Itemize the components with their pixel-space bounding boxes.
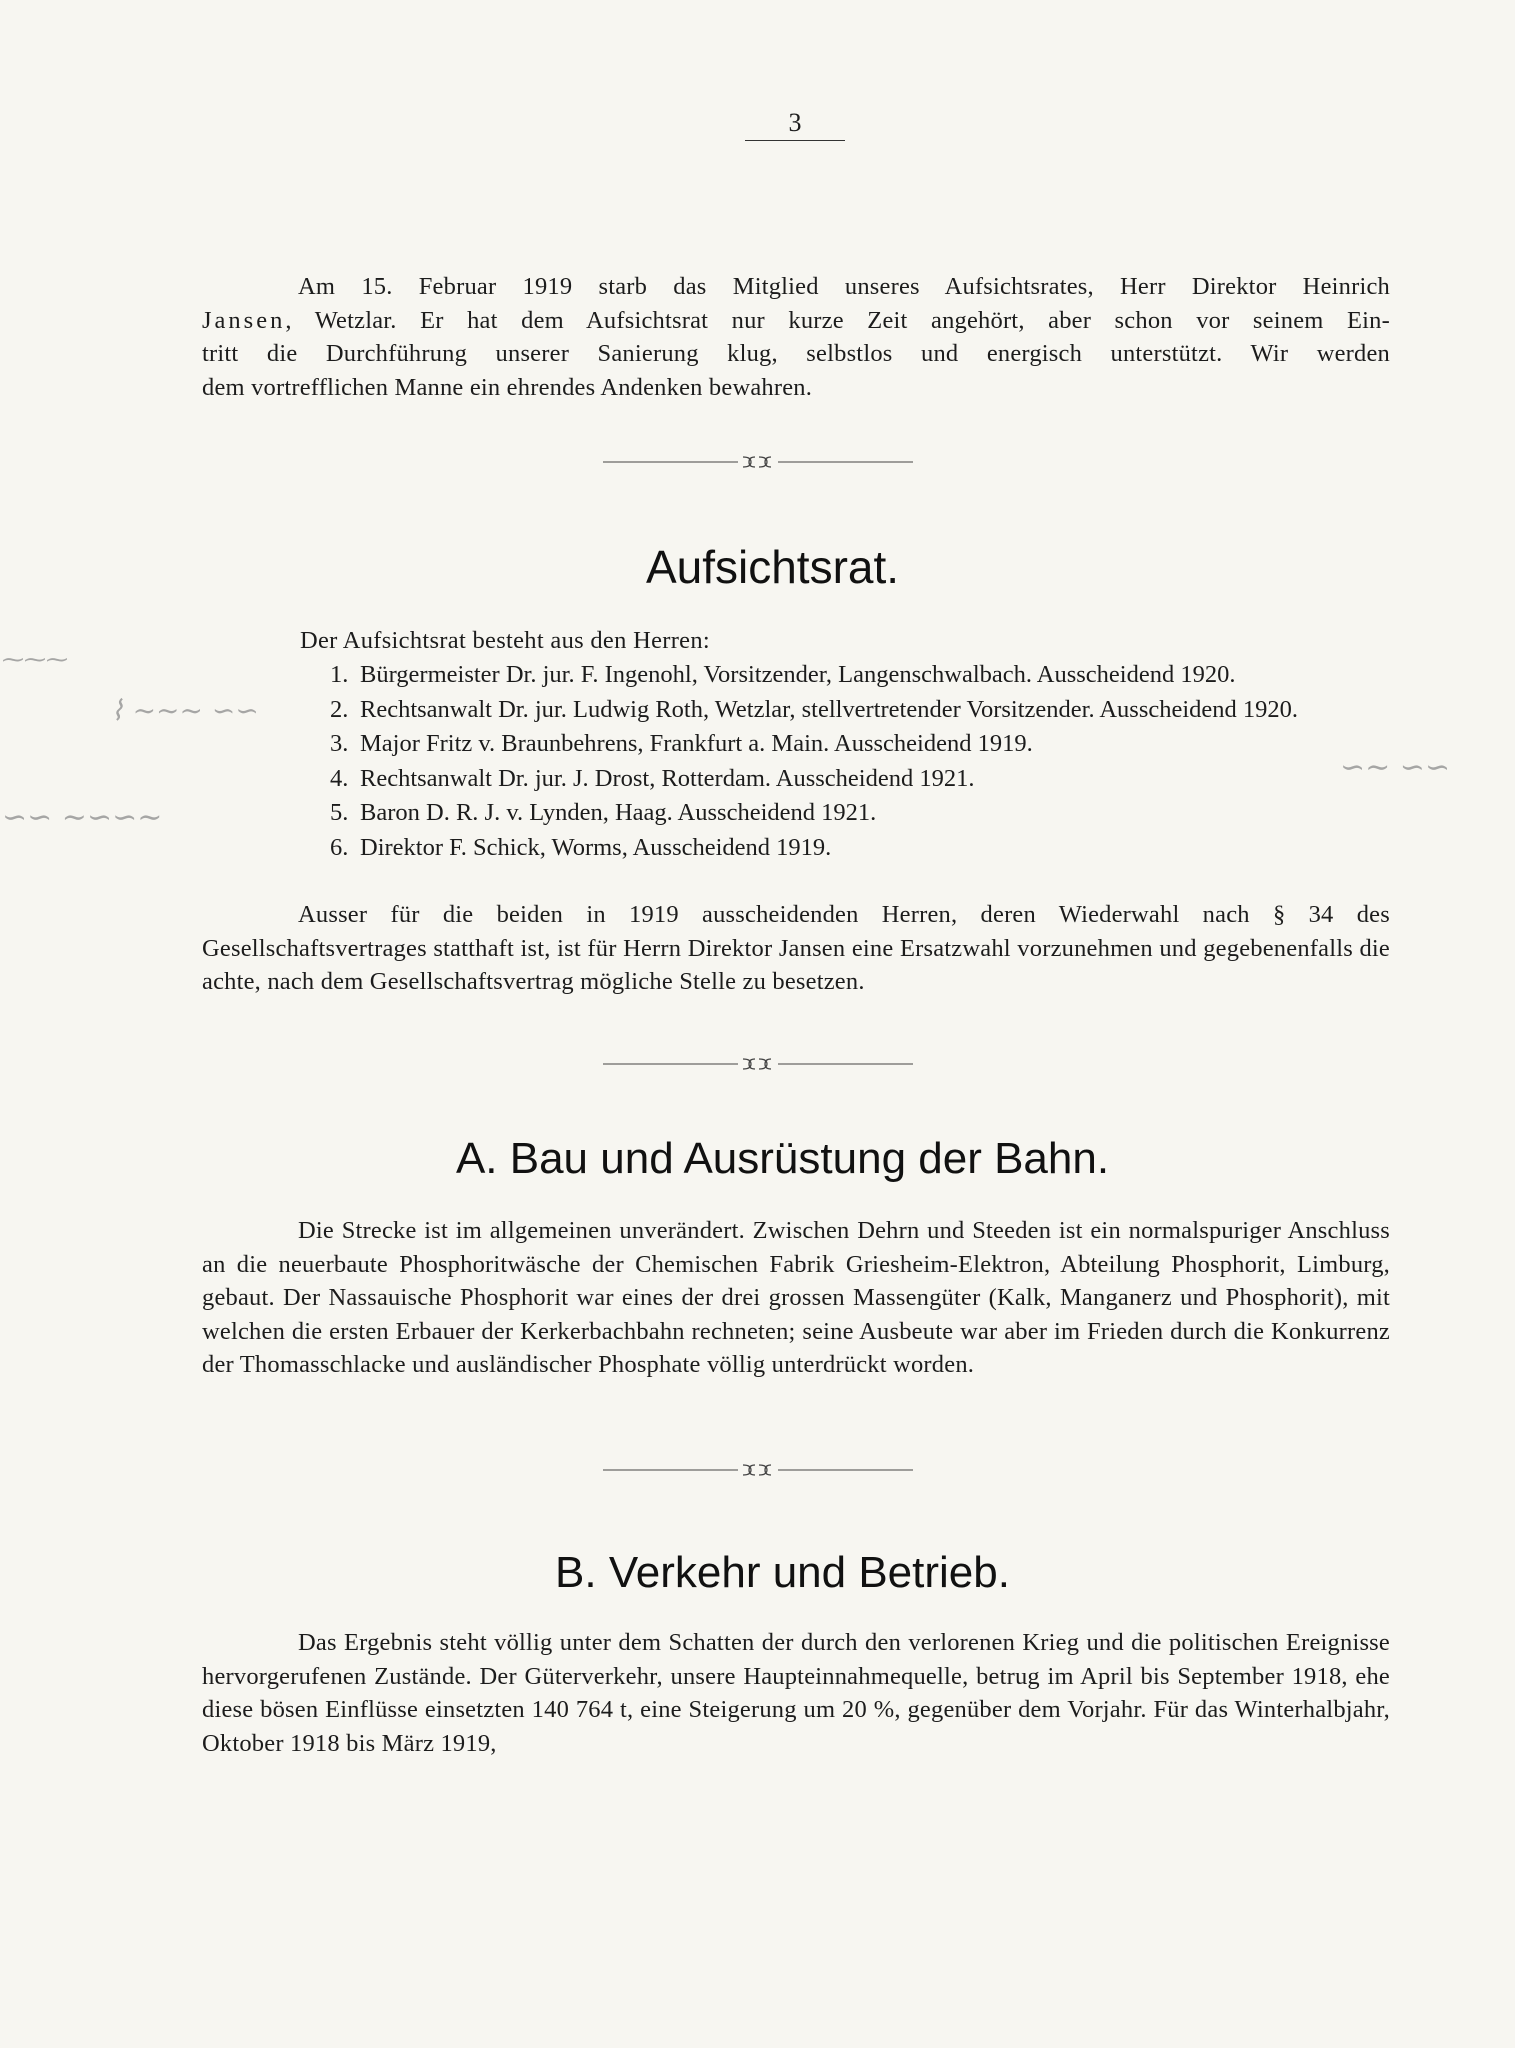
ornament-divider-icon: [603, 452, 913, 472]
handwritten-annotation: ∽∽ ∼∽∽∼: [2, 800, 163, 835]
section-divider-1: [0, 452, 1515, 472]
obituary-line-4: dem vortrefflichen Manne ein ehrendes Andenken bewahren.: [202, 373, 813, 401]
obituary-name: Jansen: [202, 306, 286, 334]
board-member-4: 4. Rechtsanwalt Dr. jur. J. Drost, Rotterdam. Ausscheidend 1921.: [330, 764, 975, 792]
section-divider-3: [0, 1460, 1515, 1480]
board-member-list: [330, 658, 1398, 865]
obituary-line-2: [202, 304, 1390, 338]
ornament-divider-icon: [603, 1460, 913, 1480]
board-member-3: 3. Major Fritz v. Braunbehrens, Frankfurt a. Main. Ausscheidend 1919.: [330, 730, 1033, 757]
ornament-divider-icon: [603, 1054, 913, 1074]
handwritten-annotation: ⌇ ∼∼∼ ∽∽: [110, 694, 259, 727]
section-a-paragraph: Die Strecke ist im allgemeinen unverändert. Zwischen Dehrn und Steeden ist ein normalspuriger Anschluss an die neuerbaute Phosphoritwäsche der Chemischen Fabrik Griesheim-Elektron, Abteilung Phosphorit, Limburg, gebaut. Der Nassauische Phosphorit war eines der drei grossen Massengüter (Kalk, Manganerz und Phosphorit), mit welchen die ersten Erbauer der Kerkerbachbahn rechneten; seine Ausbeute war aber im Frieden durch die Konkurrenz der Thomasschlacke und ausländischer Phosphate völlig unterdrückt worden.: [202, 1217, 1390, 1378]
section-a-heading: A. Bau und Ausrüstung der Bahn.: [455, 1134, 1110, 1183]
handwritten-annotation: ⁓⁓⁓: [2, 648, 68, 673]
obituary-line-1: Am 15. Februar 1919 starb das Mitglied unseres Aufsichtsrates, Herr Direktor Heinrich: [298, 273, 1390, 300]
section-b-heading: B. Verkehr und Betrieb.: [555, 1548, 1010, 1597]
board-closing-paragraph: Ausser für die beiden in 1919 ausscheidenden Herren, deren Wiederwahl nach § 34 des Gesellschaftsvertrages statthaft ist, ist für Herrn Direktor Jansen eine Ersatzwahl vorzunehmen und gegebenenfalls die achte, nach dem Gesellschaftsvertrag mögliche Stelle zu besetzen.: [202, 901, 1390, 995]
board-member-6: 6. Direktor F. Schick, Worms, Ausscheidend 1919.: [330, 833, 832, 861]
obituary-line-2-rest: , Wetzlar. Er hat dem Aufsichtsrat nur kurze Zeit angehört, aber schon vor seinem Ein-: [285, 306, 1390, 334]
board-member-1: 1. Bürgermeister Dr. jur. F. Ingenohl, Vorsitzender, Langenschwalbach. Ausscheidend 1920.: [330, 661, 1236, 688]
board-intro: Der Aufsichtsrat besteht aus den Herren:: [300, 627, 710, 654]
section-b-paragraph: Das Ergebnis steht völlig unter dem Schatten der durch den verlorenen Krieg und die politischen Ereignisse hervorgerufenen Zustände. Der Güterverkehr, unsere Haupteinnahmequelle, betrug im April bis September 1918, ehe diese bösen Einflüsse einsetzten 140 764 t, eine Steigerung um 20 %, gegenüber dem Vorjahr. Für das Winterhalbjahr, Oktober 1918 bis März 1919,: [202, 1629, 1390, 1757]
handwritten-annotation: ∽∼ ∽∽: [1340, 750, 1451, 785]
board-member-5: 5. Baron D. R. J. v. Lynden, Haag. Ausscheidend 1921.: [330, 799, 877, 826]
board-heading: Aufsichtsrat.: [645, 541, 900, 593]
section-divider-2: [0, 1054, 1515, 1074]
board-member-2: 2. Rechtsanwalt Dr. jur. Ludwig Roth, Wetzlar, stellvertretender Vorsitzender. Ausscheidend 1920.: [330, 695, 1299, 723]
obituary-line-3: tritt die Durchführung unserer Sanierung klug, selbstlos und energisch unterstützt. Wir werden: [202, 340, 1390, 367]
page-number: 3: [745, 108, 845, 141]
obituary-paragraph: [202, 270, 1390, 404]
